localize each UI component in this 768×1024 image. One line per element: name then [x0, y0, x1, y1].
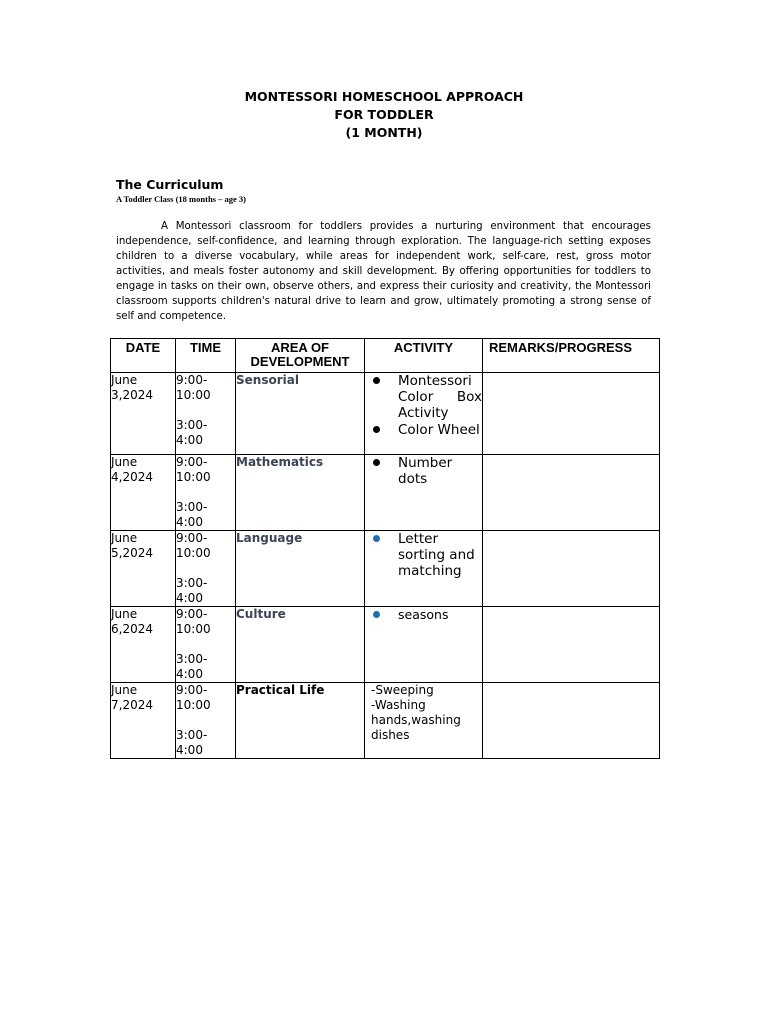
activity-cell: [365, 607, 483, 683]
header-date: DATE: [111, 339, 176, 373]
area-cell: Practical Life: [236, 683, 365, 759]
date-day-year: 5,2024: [111, 546, 153, 560]
time-start-am: 9:00-: [176, 373, 208, 387]
section-heading: The Curriculum: [116, 177, 224, 192]
activity-item: seasons: [365, 607, 482, 623]
time-end-pm: 4:00: [176, 433, 203, 447]
header-area-line-2: DEVELOPMENT: [250, 354, 350, 369]
remarks-cell: [483, 373, 660, 455]
table-row: [111, 373, 660, 455]
bullet-icon: [373, 377, 380, 384]
time-end-am: 10:00: [176, 546, 211, 560]
bullet-icon: [373, 459, 380, 466]
activity-cell: [365, 455, 483, 531]
time-end-pm: 4:00: [176, 743, 203, 757]
activity-line: -Sweeping: [371, 683, 434, 697]
header-remarks: REMARKS/PROGRESS: [483, 339, 660, 373]
table-row: [111, 683, 660, 759]
time-end-am: 10:00: [176, 470, 211, 484]
bullet-icon: [373, 426, 380, 433]
time-end-pm: 4:00: [176, 515, 203, 529]
date-cell: [111, 455, 176, 531]
bullet-icon: [373, 535, 380, 542]
activity-item: Color Wheel: [365, 422, 482, 438]
intro-paragraph: A Montessori classroom for toddlers provides a nurturing environment that encourages independence, self-confidence, and learning through exploration. The language-rich setting exposes children to a diverse vocabulary, while areas for independent work, self-care, rest, gross motor activities, and meals foster autonomy and skill development. By offering opportunities for toddlers to engage in tasks on their own, observe others, and express their curiosity and creativity, the Montessori classroom supports children's natural drive to learn and grow, ultimately promoting a strong sense of self and competence.: [116, 221, 651, 322]
date-month: June: [111, 683, 138, 697]
time-start-am: 9:00-: [176, 607, 208, 621]
remarks-cell: [483, 607, 660, 683]
date-month: June: [111, 531, 138, 545]
time-start-pm: 3:00-: [176, 728, 208, 742]
date-day-year: 7,2024: [111, 698, 153, 712]
time-cell: [176, 373, 236, 455]
header-activity: ACTIVITY: [365, 339, 483, 373]
activity-cell: [365, 531, 483, 607]
table-header-row: [111, 339, 660, 373]
area-cell: Mathematics: [236, 455, 365, 531]
activity-item: Letter sorting and matching: [365, 531, 482, 580]
title-line-3: (1 MONTH): [345, 125, 423, 140]
date-cell: [111, 373, 176, 455]
activity-list: [365, 683, 482, 743]
area-cell: Culture: [236, 607, 365, 683]
date-month: June: [111, 455, 138, 469]
activity-item: Number dots: [365, 455, 482, 487]
time-end-am: 10:00: [176, 388, 211, 402]
time-end-pm: 4:00: [176, 591, 203, 605]
date-day-year: 6,2024: [111, 622, 153, 636]
time-end-am: 10:00: [176, 698, 211, 712]
header-time: TIME: [176, 339, 236, 373]
date-day-year: 3,2024: [111, 388, 153, 402]
date-month: June: [111, 373, 138, 387]
header-area: [236, 339, 365, 373]
time-cell: [176, 531, 236, 607]
date-day-year: 4,2024: [111, 470, 153, 484]
title-line-1: MONTESSORI HOMESCHOOL APPROACH: [244, 89, 524, 104]
header-area-line-1: AREA OF: [270, 340, 330, 355]
area-cell: Sensorial: [236, 373, 365, 455]
date-month: June: [111, 607, 138, 621]
activity-cell: [365, 373, 483, 455]
table-row: [111, 455, 660, 531]
time-cell: [176, 455, 236, 531]
time-start-pm: 3:00-: [176, 652, 208, 666]
time-start-pm: 3:00-: [176, 576, 208, 590]
activity-line: -Washing: [371, 698, 426, 712]
activity-item: Montessori Color Box Activity: [365, 373, 482, 422]
table-row: [111, 607, 660, 683]
area-cell: Language: [236, 531, 365, 607]
table-row: [111, 531, 660, 607]
time-start-pm: 3:00-: [176, 500, 208, 514]
date-cell: [111, 683, 176, 759]
remarks-cell: [483, 531, 660, 607]
activity-line: dishes: [371, 728, 410, 742]
time-cell: [176, 607, 236, 683]
time-start-am: 9:00-: [176, 531, 208, 545]
time-cell: [176, 683, 236, 759]
date-cell: [111, 531, 176, 607]
time-start-pm: 3:00-: [176, 418, 208, 432]
time-end-pm: 4:00: [176, 667, 203, 681]
time-start-am: 9:00-: [176, 683, 208, 697]
time-end-am: 10:00: [176, 622, 211, 636]
date-cell: [111, 607, 176, 683]
subheading: A Toddler Class (18 months – age 3): [116, 194, 246, 204]
title-line-2: FOR TODDLER: [334, 107, 434, 122]
curriculum-table: [110, 338, 660, 759]
remarks-cell: [483, 455, 660, 531]
document-title: [0, 88, 768, 142]
bullet-icon: [373, 611, 380, 618]
time-start-am: 9:00-: [176, 455, 208, 469]
remarks-cell: [483, 683, 660, 759]
activity-line: hands,washing: [371, 713, 461, 727]
activity-cell: [365, 683, 483, 759]
